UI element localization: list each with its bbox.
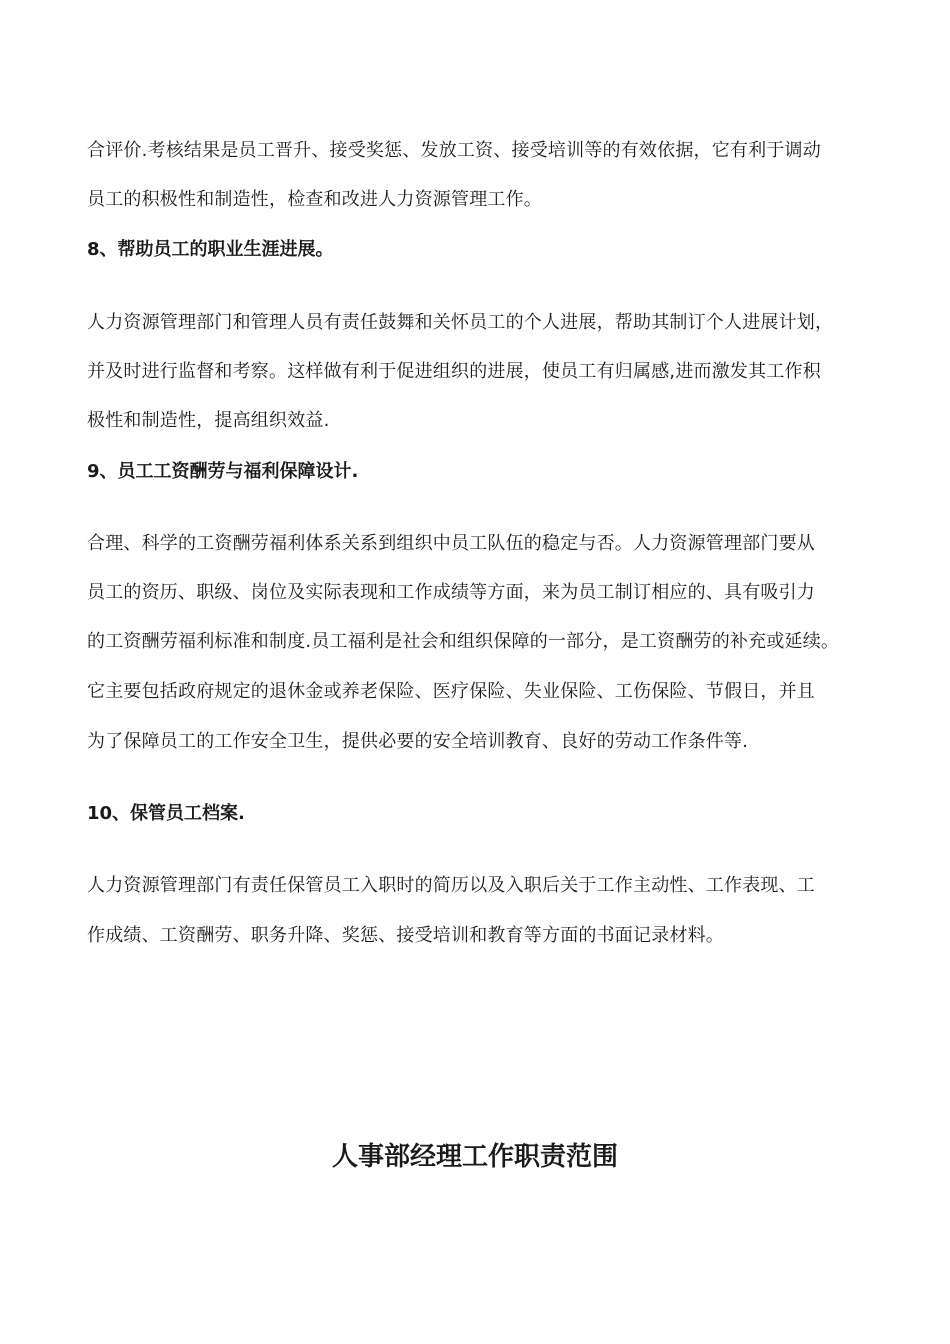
paragraph-line: 人力资源管理部门有责任保管员工入职时的简历以及入职后关于工作主动性、工作表现、工	[87, 875, 815, 896]
paragraph-line: 员工的资历、职级、岗位及实际表现和工作成绩等方面，来为员工制订相应的、具有吸引力	[87, 582, 815, 603]
paragraph-line: 极性和制造性，提高组织效益.	[87, 410, 330, 431]
paragraph-line: 的工资酬劳福利标准和制度.员工福利是社会和组织保障的一部分，是工资酬劳的补充或延续。	[87, 631, 840, 652]
paragraph-line: 它主要包括政府规定的退休金或养老保险、医疗保险、失业保险、工伤保险、节假日，并且	[87, 681, 815, 702]
paragraph-line: 作成绩、工资酬劳、职务升降、奖惩、接受培训和教育等方面的书面记录材料。	[87, 925, 724, 946]
section-heading: 9、员工工资酬劳与福利保障设计.	[87, 461, 359, 482]
paragraph-line: 人力资源管理部门和管理人员有责任鼓舞和关怀员工的个人进展，帮助其制订个人进展计划，	[87, 312, 834, 333]
section-heading: 10、保管员工档案.	[87, 803, 245, 824]
paragraph-line: 并及时进行监督和考察。这样做有利于促进组织的进展，使员工有归属感,进而激发其工作积	[87, 361, 821, 382]
paragraph-line: 员工的积极性和制造性，检查和改进人力资源管理工作。	[87, 189, 542, 210]
paragraph-line: 为了保障员工的工作安全卫生，提供必要的安全培训教育、良好的劳动工作条件等.	[87, 731, 749, 752]
paragraph-line: 合理、科学的工资酬劳福利体系关系到组织中员工队伍的稳定与否。人力资源管理部门要从	[87, 533, 815, 554]
section-heading: 8、帮助员工的职业生涯进展。	[87, 239, 334, 260]
document-title: 人事部经理工作职责范围	[331, 1142, 618, 1172]
paragraph-line: 合评价.考核结果是员工晋升、接受奖惩、发放工资、接受培训等的有效依据，它有利于调动	[87, 140, 821, 161]
